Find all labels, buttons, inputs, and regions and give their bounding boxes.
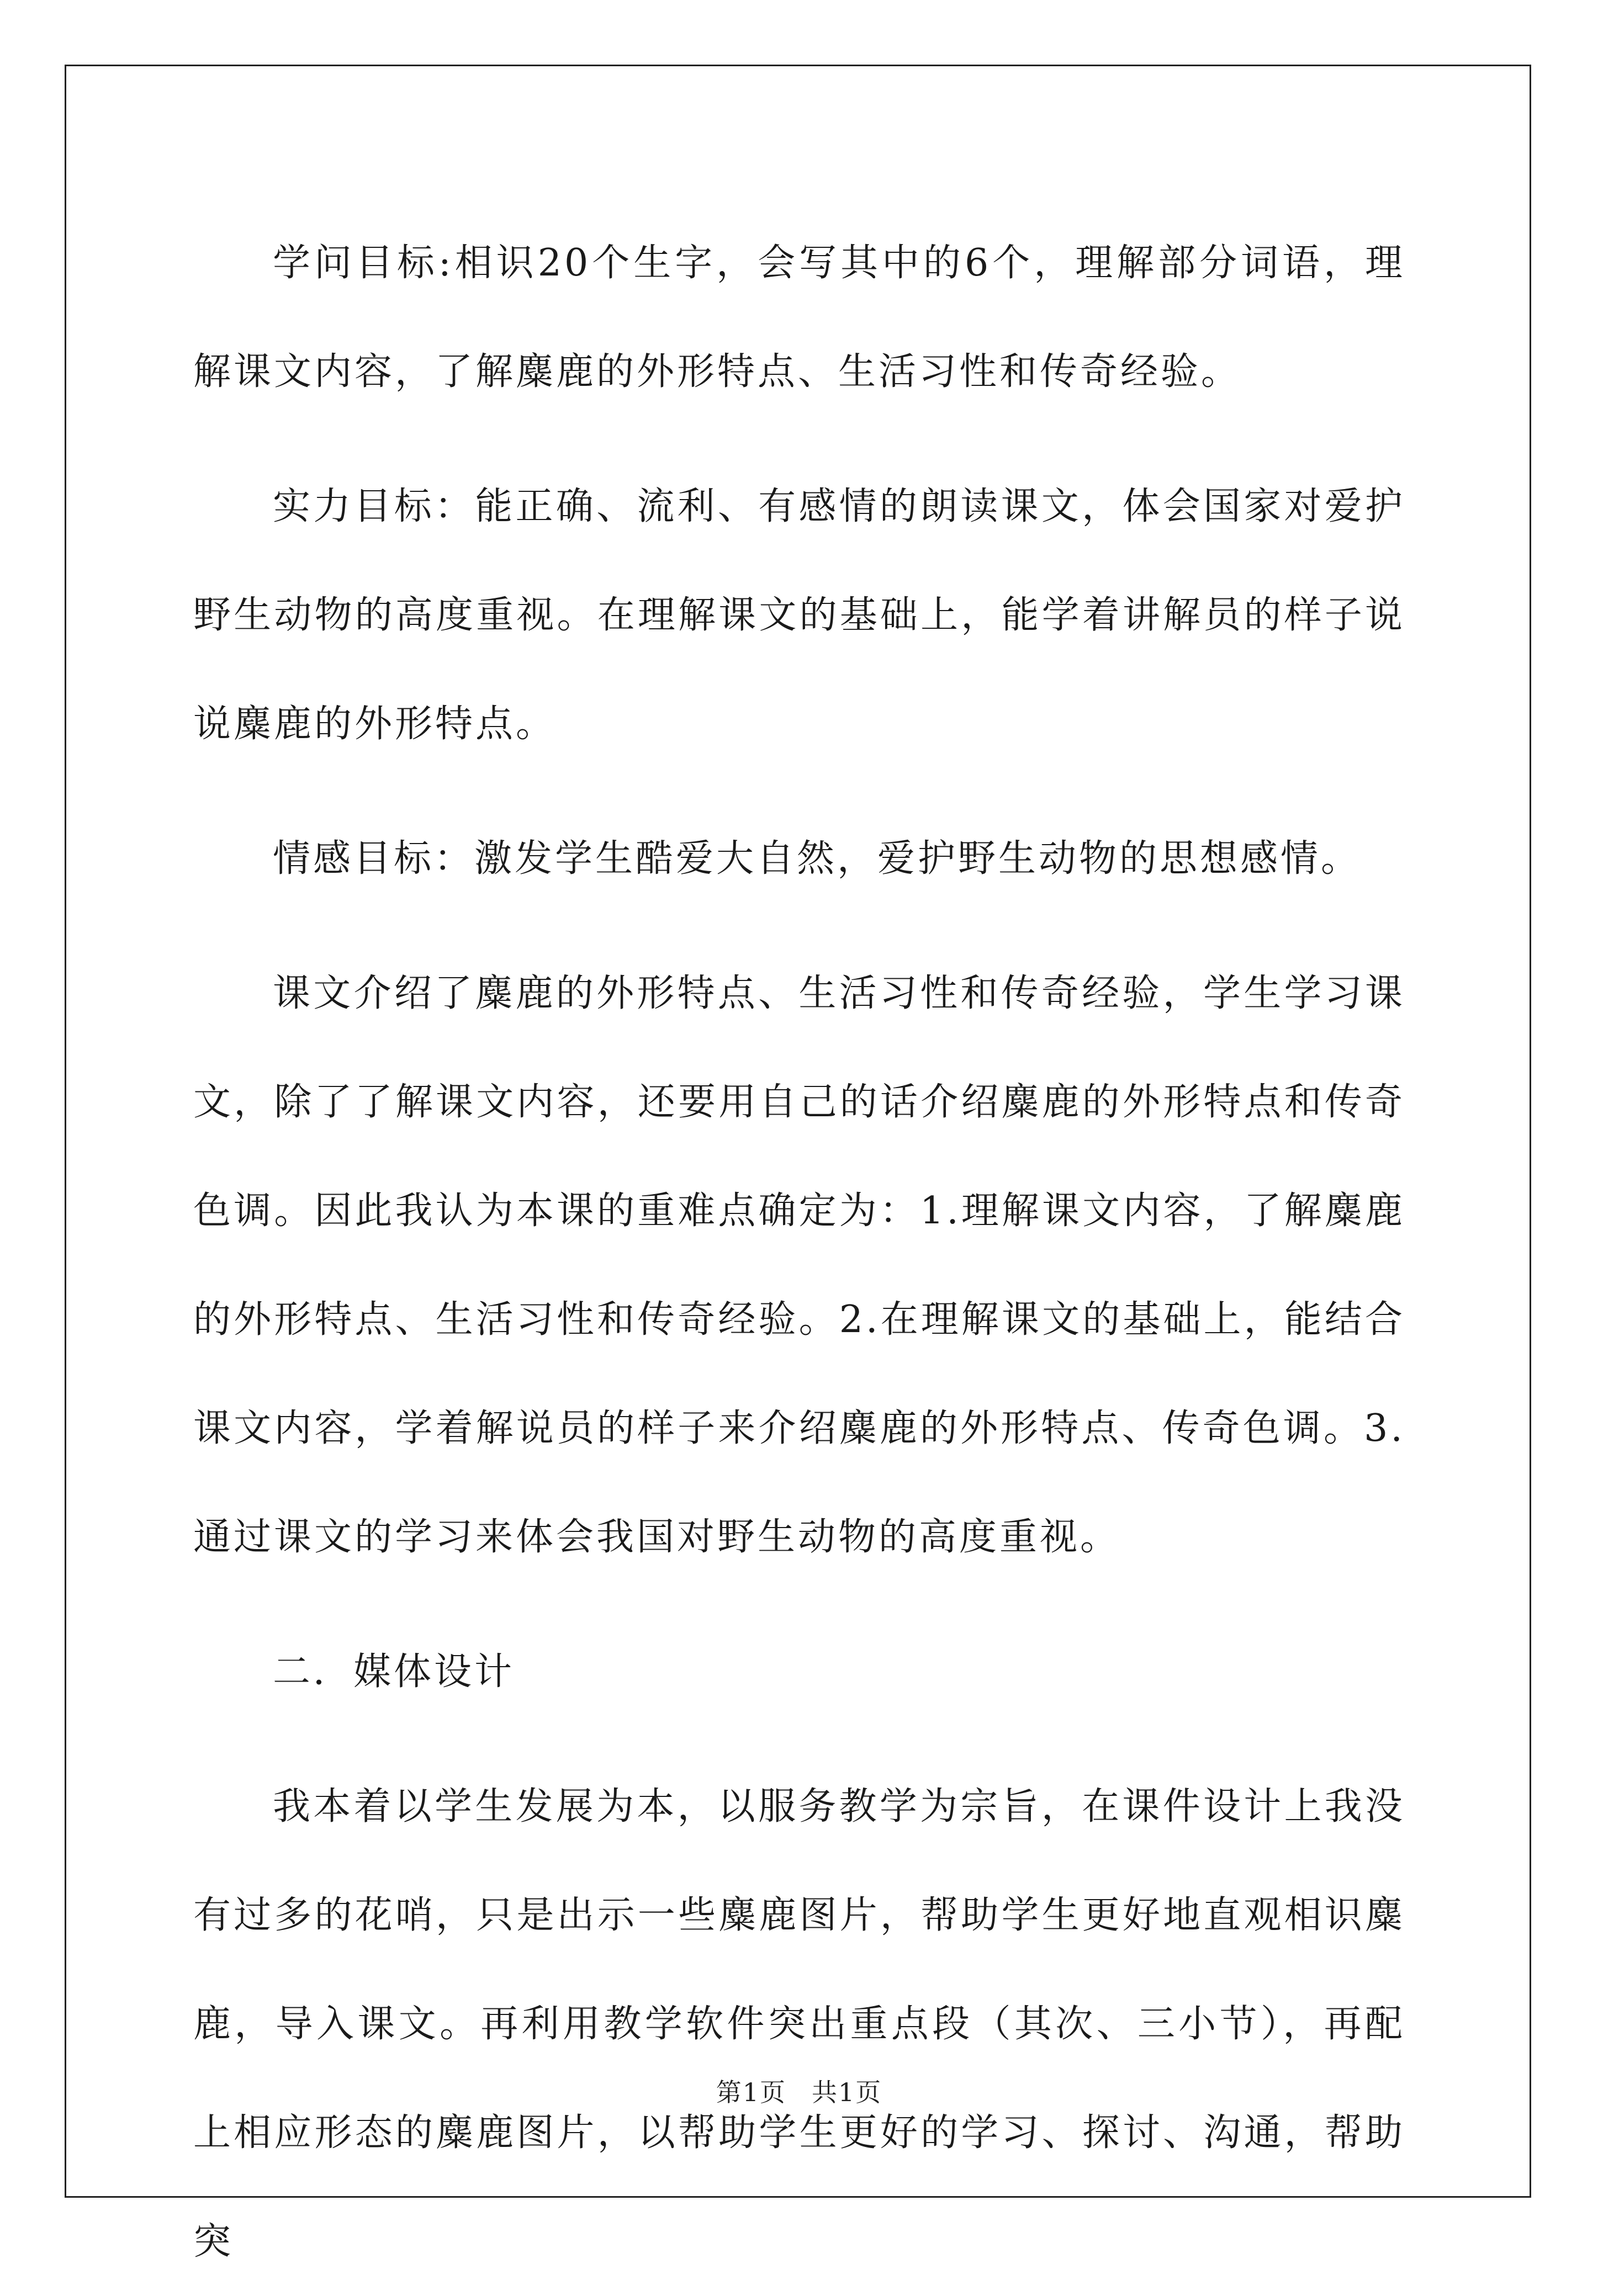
paragraph-media-design: 我本着以学生发展为本，以服务教学为宗旨，在课件设计上我没有过多的花哨，只是出示一些麋鹿图片，帮助学生更好地直观相识麋鹿，导入课文。再利用教学软件突出重点段（其次、三小节），再配上相应形态的麋鹿图片，以帮助学生更好的学习、探讨、沟通，帮助突 (193, 1785, 1405, 2263)
document-body (193, 209, 1405, 2296)
paragraph-emotion-goal: 情感目标：激发学生酷爱大自然，爱护野生动物的思想感情。 (273, 837, 1362, 881)
paragraph-key-points: 课文介绍了麋鹿的外形特点、生活习性和传奇经验，学生学习课文，除了了解课文内容，还要用自己的话介绍麋鹿的外形特点和传奇色调。因此我认为本课的重难点确定为：1.理解课文内容，了解麋鹿的外形特点、生活习性和传奇经验。2.在理解课文的基础上，能结合课文内容，学着解说员的样子来介绍麋鹿的外形特点、传奇色调。3.通过课文的学习来体会我国对野生动物的高度重视。 (193, 972, 1405, 1559)
paragraph-knowledge-goal: 学问目标:相识20个生字，会写其中的6个，理解部分词语，理解课文内容，了解麋鹿的外形特点、生活习性和传奇经验。 (193, 241, 1405, 394)
page-footer (0, 2072, 1598, 2109)
section-heading-media-design: 二．媒体设计 (273, 1650, 515, 1694)
page-total: 共1页 (812, 2077, 882, 2107)
page-number: 第1页 (716, 2077, 786, 2107)
paragraph-ability-goal: 实力目标：能正确、流利、有感情的朗读课文，体会国家对爱护野生动物的高度重视。在理解课文的基础上，能学着讲解员的样子说说麋鹿的外形特点。 (193, 485, 1405, 746)
